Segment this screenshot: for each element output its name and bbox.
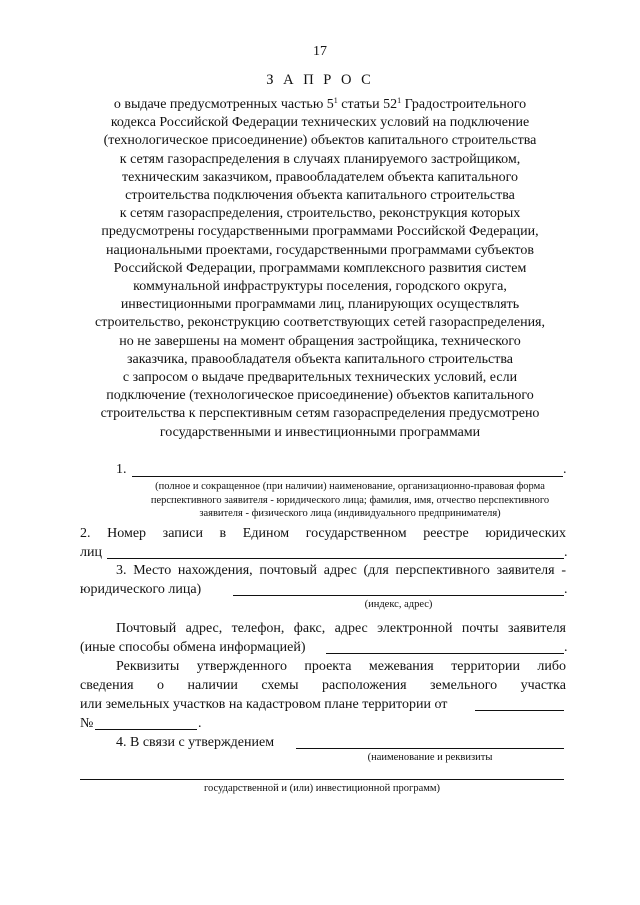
superscript: 1 [397, 96, 402, 105]
page-number: 17 [313, 44, 327, 59]
subject-line: техническим заказчиком, правообладателем объекта капитального [121, 169, 518, 185]
item3-text-2: юридического лица) [80, 582, 202, 597]
subject-line: инвестиционными программами лиц, планирующих осуществлять [120, 297, 520, 313]
subject-line: к сетям газораспределения в случаях планируемого застройщиком, [119, 151, 521, 167]
subject-line: строительство, реконструкцию соответствующих сетей газораспределения, [94, 315, 546, 331]
superscript: 1 [333, 96, 338, 105]
item1-number: 1. [116, 462, 127, 477]
item3-hint: (индекс, адрес) [364, 599, 433, 610]
subject-line: государственными и инвестиционными программами [159, 424, 481, 440]
item3-fill-line[interactable] [233, 595, 564, 596]
subject-mid: статьи 52 [337, 97, 398, 112]
postal-text-2: (иные способы обмена информацией) [80, 640, 306, 655]
requisites-number-line[interactable] [95, 729, 197, 730]
subject-lines [60, 114, 580, 442]
subject-line: к сетям газораспределения, строительство, реконструкция которых [119, 206, 521, 222]
hint-line: заявителя - физического лица (индивидуального предпринимателя) [199, 508, 501, 519]
item2-fill-line[interactable] [107, 558, 564, 559]
subject-line: предусмотрены государственными программами Российской Федерации, [101, 224, 539, 240]
postal-fill-line[interactable] [326, 653, 564, 654]
subject-line: кодекса Российской Федерации технических условий на подключение [110, 115, 530, 131]
item2-text: 2. Номер записи в Едином государственном реестре юридических [80, 526, 566, 541]
subject-line: (технологическое присоединение) объектов капитального строительства [103, 133, 537, 149]
item1-end: . [563, 462, 567, 477]
subject-suffix: Градостроительного [401, 97, 527, 112]
requisites-number-sign: № [80, 716, 94, 731]
subject-line: коммунальной инфраструктуры поселения, городского округа, [133, 279, 507, 295]
subject-line: национальными проектами, государственными программами субъектов [106, 242, 534, 258]
subject-first-line [60, 96, 580, 114]
hint-line: (полное и сокращенное (при наличии) наименование, организационно-правовая форма [155, 481, 545, 492]
subject-line: строительства подключения объекта капитального строительства [125, 188, 515, 204]
requisites-date-line[interactable] [475, 710, 564, 711]
postal-end: . [564, 640, 568, 655]
item1-hint [120, 480, 580, 521]
subject-line: заказчика, правообладателя объекта капитального строительства [126, 351, 514, 367]
subject-line: Российской Федерации, программами комплексного развития систем [113, 260, 527, 276]
hint-line: перспективного заявителя - юридического лица; фамилия, имя, отчество перспективного [150, 494, 550, 506]
item4-fill-line-2[interactable] [80, 779, 564, 780]
item3-text: 3. Место нахождения, почтовый адрес (для перспективного заявителя - [116, 563, 566, 578]
item4-hint-2: государственной и (или) инвестиционной программ) [203, 783, 441, 794]
requisites-text: Реквизиты утвержденного проекта межевания территории либо [116, 659, 566, 674]
item3-end: . [564, 582, 568, 597]
item4-fill-line[interactable] [296, 748, 564, 749]
requisites-text-3: или земельных участков на кадастровом плане территории от [80, 697, 448, 712]
document-title: З А П Р О С [266, 72, 374, 88]
postal-text: Почтовый адрес, телефон, факс, адрес электронной почты заявителя [116, 621, 566, 636]
subject-line: строительства к перспективным сетям газораспределения предусмотрено [100, 406, 540, 422]
subject-prefix: о выдаче предусмотренных частью 5 [113, 97, 334, 112]
request-subject [60, 96, 580, 442]
item1-fill-line[interactable] [132, 476, 563, 477]
item4-text: 4. В связи с утверждением [116, 735, 275, 750]
subject-line: с запросом о выдаче предварительных технических условий, если [122, 370, 518, 386]
item2-text-2: лиц [80, 545, 102, 560]
subject-line: подключение (технологическое присоединение) объектов капитального [106, 388, 534, 404]
subject-line: но не завершены на момент обращения застройщика, технического [119, 333, 521, 349]
item2-end: . [564, 545, 568, 560]
requisites-text-2: сведения о наличии схемы расположения земельного участка [80, 678, 566, 693]
item4-hint: (наименование и реквизиты [367, 752, 493, 763]
requisites-end: . [198, 716, 202, 731]
